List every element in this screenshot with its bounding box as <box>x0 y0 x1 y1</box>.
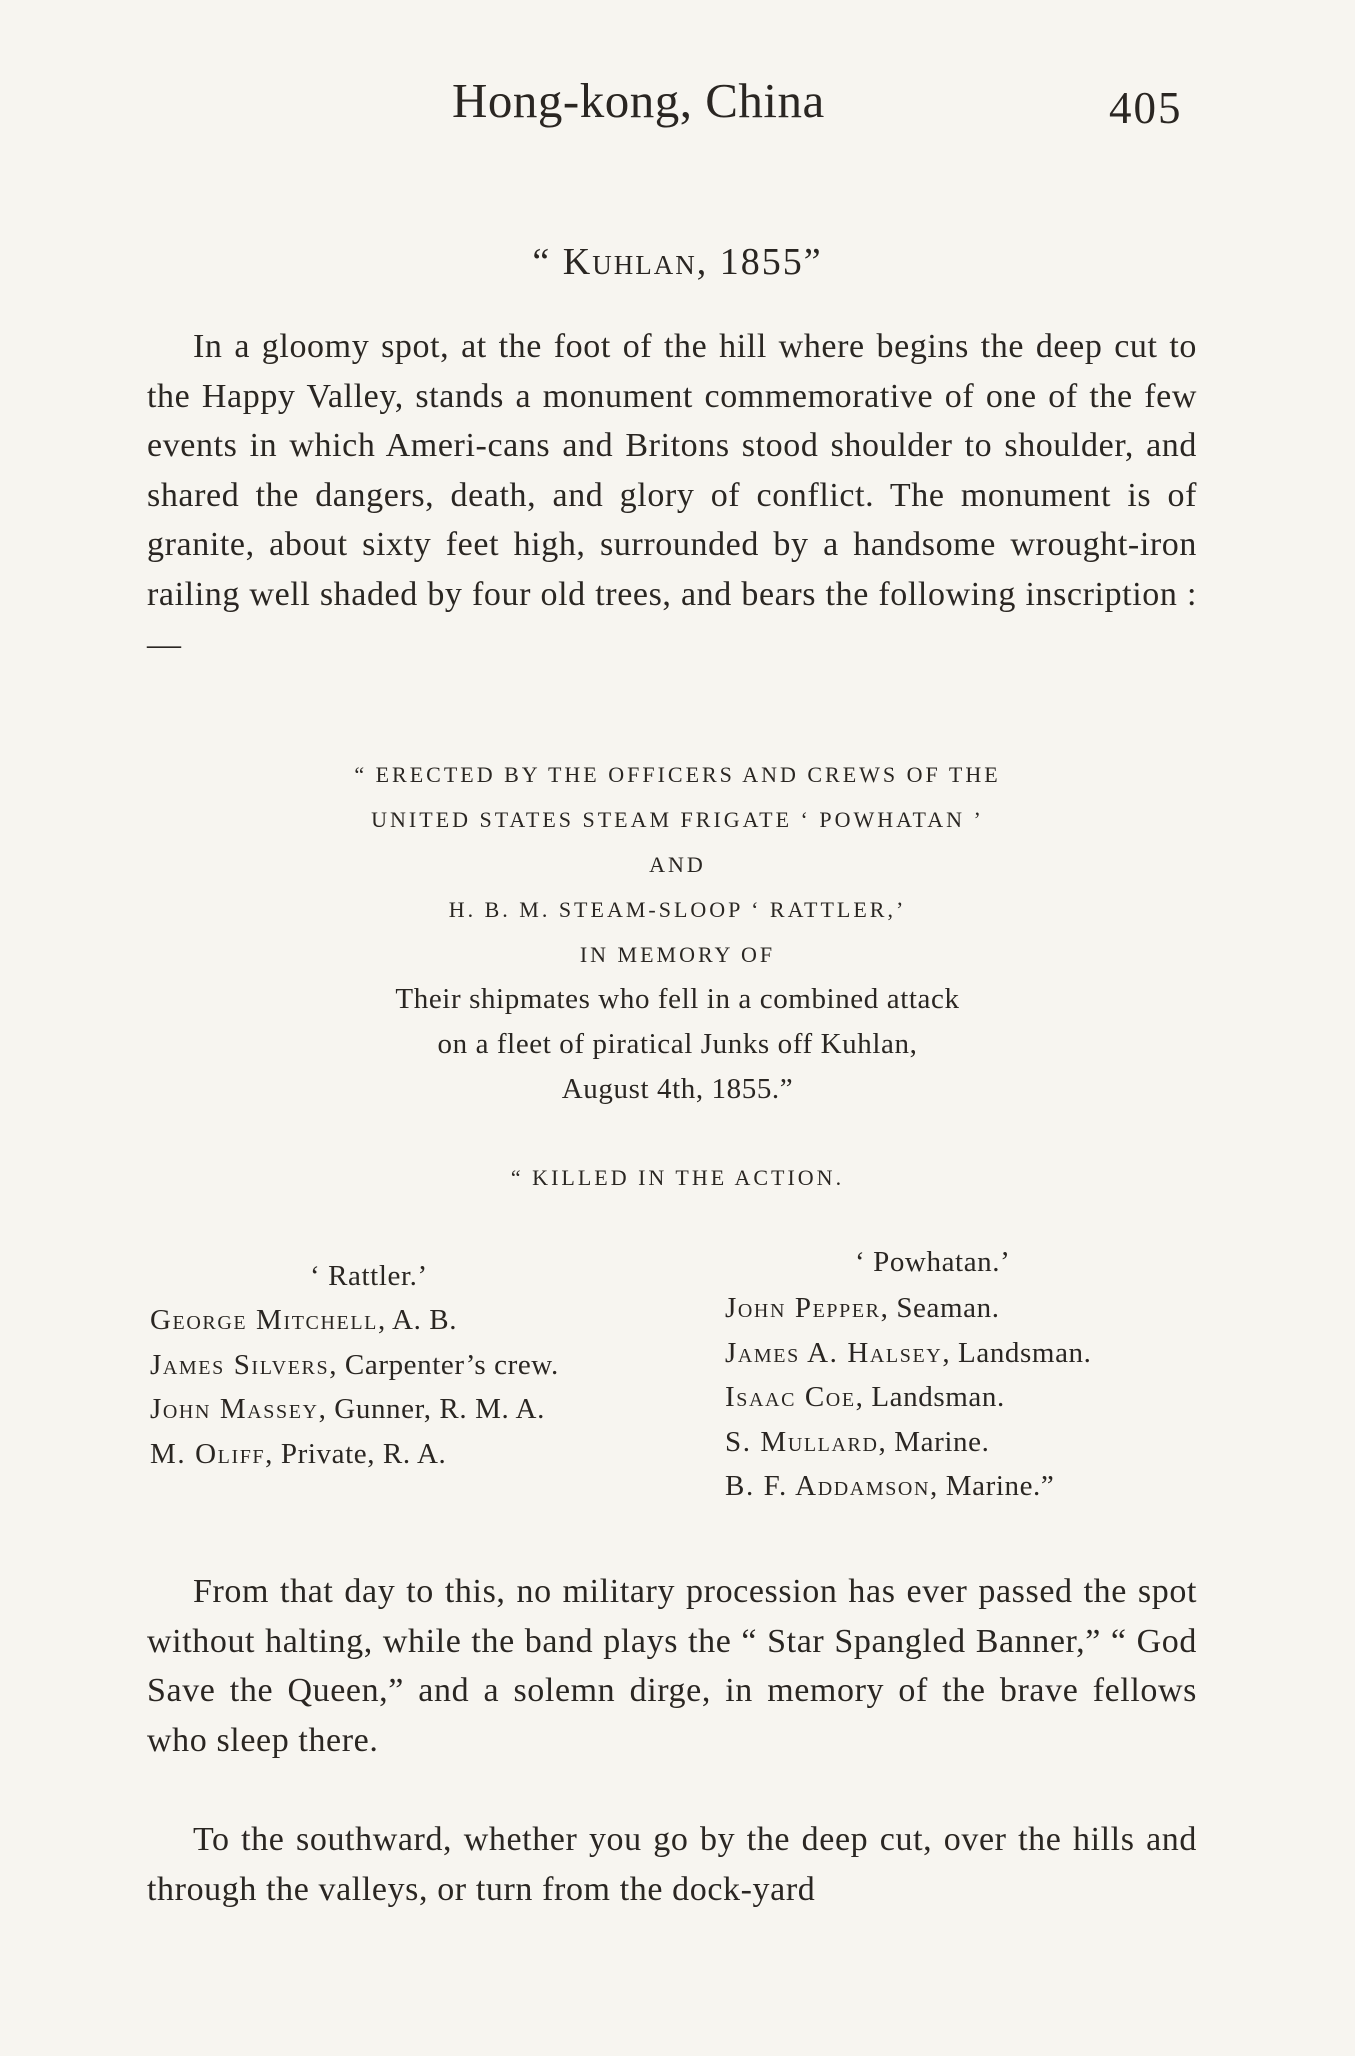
roster-entry <box>150 1432 690 1477</box>
page-number: 405 <box>1109 83 1183 133</box>
inscription-line: August 4th, 1855.” <box>561 1073 794 1105</box>
roster-column-powhatan <box>725 1240 1205 1509</box>
paragraph-monument: In a gloomy spot, at the foot of the hill where begins the deep cut to the Happy Valley, stands a monument commemorative of one of the few events in which Ameri-cans and Britons stood shoulder to shoulder, and shared the dangers, death, and glory of conflict. The monument is of granite, about sixty feet high, surrounded by a handsome wrought-iron railing well shaded by four old trees, and bears the following inscription : — <box>147 328 1197 663</box>
killed-heading: “ KILLED IN THE ACTION. <box>510 1165 845 1190</box>
inscription-line: UNITED STATES STEAM FRIGATE ‘ POWHATAN ’ <box>371 807 984 832</box>
paragraph-southward: To the southward, whether you go by the deep cut, over the hills and through the valleys, or turn from the dock-yard <box>147 1821 1197 1908</box>
roster-detail: , Carpenter’s crew. <box>329 1348 559 1381</box>
roster-name: Isaac Coe <box>725 1381 856 1413</box>
roster-detail: , Private, R. A. <box>265 1437 447 1470</box>
roster-detail: , Marine. <box>878 1425 990 1458</box>
inscription-line: H. B. M. STEAM-SLOOP ‘ RATTLER,’ <box>448 897 907 922</box>
roster-name: John Pepper <box>725 1292 881 1324</box>
roster-heading-powhatan: ‘ Powhatan.’ <box>855 1246 1011 1278</box>
inscription-line: “ ERECTED BY THE OFFICERS AND CREWS OF THE <box>354 762 1001 787</box>
roster-heading-rattler: ‘ Rattler.’ <box>310 1260 428 1292</box>
roster-entry <box>150 1387 690 1432</box>
roster-name: M. Oliff <box>150 1437 266 1470</box>
roster-detail: , Seaman. <box>880 1292 1000 1324</box>
roster-detail: , Landsman. <box>855 1381 1005 1413</box>
roster-detail: , Gunner, R. M. A. <box>318 1393 545 1425</box>
roster-detail: , A. B. <box>377 1304 458 1336</box>
section-heading: “ Kuhlan, 1855” <box>532 241 823 283</box>
roster-name: George Mitchell <box>150 1304 378 1336</box>
roster-name: B. F. Addamson <box>725 1470 931 1502</box>
killed-roster <box>150 1240 1200 1520</box>
inscription-line: Their shipmates who fell in a combined attack <box>395 983 960 1015</box>
running-title: Hong-kong, China <box>452 73 825 128</box>
roster-detail: , Landsman. <box>942 1336 1092 1369</box>
roster-entry <box>150 1343 690 1388</box>
roster-entry <box>725 1375 1205 1420</box>
paragraph-procession: From that day to this, no military procession has ever passed the spot without halting, while the band plays the “ Star Spangled Banner,” “ God Save the Queen,” and a solemn dirge, in memory of the brave fellows who sleep there. <box>147 1573 1197 1759</box>
roster-entry <box>150 1298 690 1343</box>
roster-name: S. Mullard <box>725 1425 879 1458</box>
inscription-line: on a fleet of piratical Junks off Kuhlan, <box>437 1028 918 1060</box>
inscription-line: IN MEMORY OF <box>579 942 776 967</box>
monument-inscription <box>0 752 1355 1112</box>
roster-name: John Massey <box>150 1393 319 1425</box>
inscription-line: AND <box>649 852 706 877</box>
roster-column-rattler <box>150 1240 690 1476</box>
roster-name: James A. Halsey <box>725 1336 943 1369</box>
running-head <box>0 72 1355 152</box>
roster-entry <box>725 1286 1205 1331</box>
roster-entry <box>725 1331 1205 1376</box>
roster-entry <box>725 1464 1205 1509</box>
roster-detail: , Marine.” <box>930 1470 1055 1502</box>
roster-entry <box>725 1420 1205 1465</box>
roster-name: James Silvers <box>150 1348 330 1381</box>
